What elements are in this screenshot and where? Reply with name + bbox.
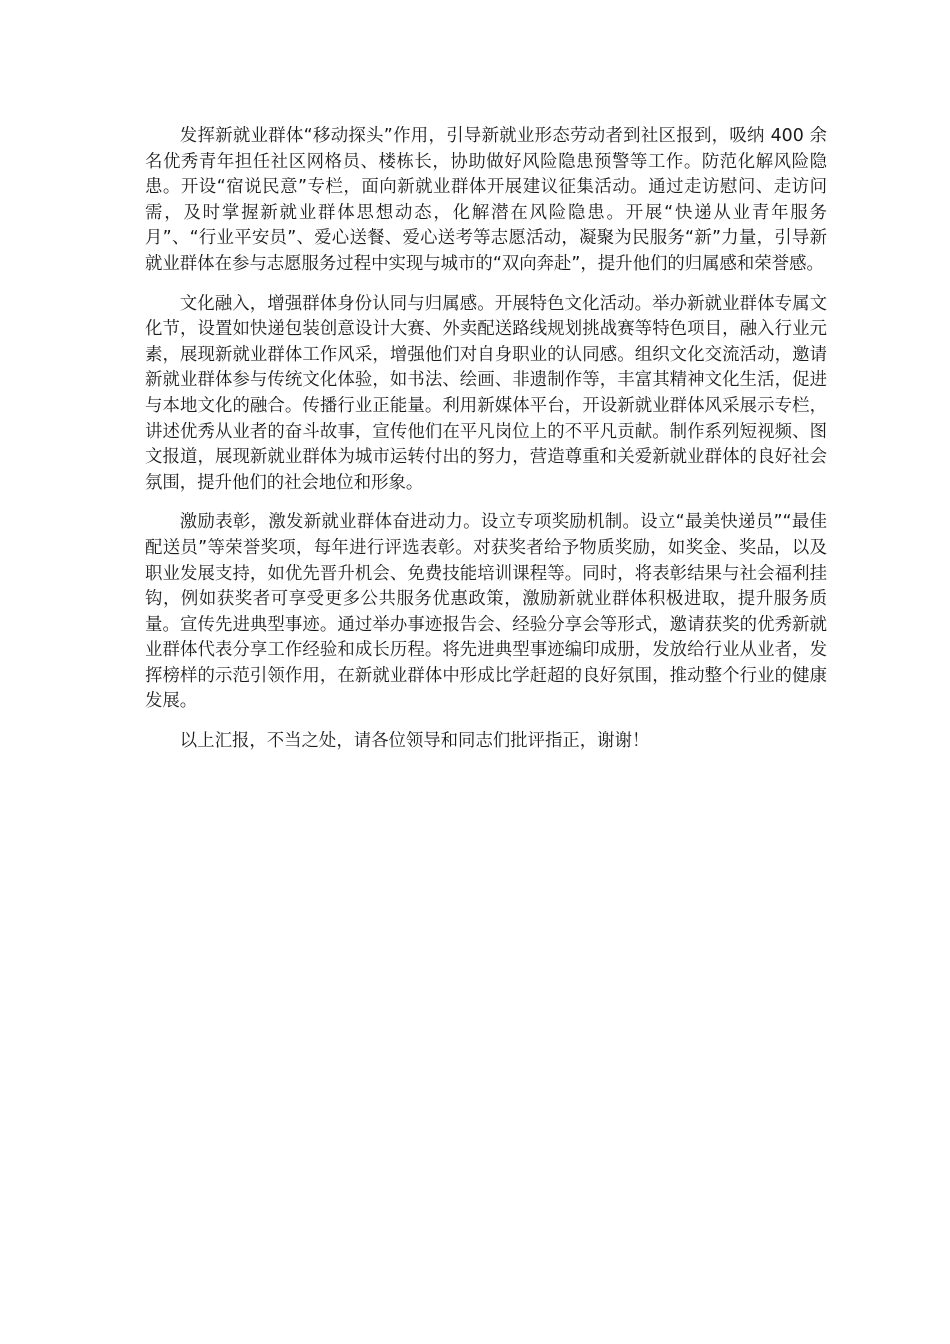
paragraph-incentive-commendation: 激励表彰，激发新就业群体奋进动力。设立专项奖励机制。设立“最美快递员”“最佳配送员”等荣誉奖项，每年进行评选表彰。对获奖者给予物质奖励，如奖金、奖品，以及职业发展支持，如优先晋升机会、免费技能培训课程等。同时，将表彰结果与社会福利挂钩，例如获奖者可享受更多公共服务优惠政策，激励新就业群体积极进取，提升服务质量。宣传先进典型事迹。通过举办事迹报告会、经验分享会等形式，邀请获奖的优秀新就业群体代表分享工作经验和成长历程。将先进典型事迹编印成册，发放给行业从业者，发挥榜样的示范引领作用，在新就业群体中形成比学赶超的良好氛围，推动整个行业的健康发展。 [145,512,827,712]
paragraph-cultural-integration: 文化融入，增强群体身份认同与归属感。开展特色文化活动。举办新就业群体专属文化节，设置如快递包装创意设计大赛、外卖配送路线规划挑战赛等特色项目，融入行业元素，展现新就业群体工作风采，增强他们对自身职业的认同感。组织文化交流活动，邀请新就业群体参与传统文化体验，如书法、绘画、非遗制作等，丰富其精神文化生活，促进与本地文化的融合。传播行业正能量。利用新媒体平台，开设新就业群体风采展示专栏，讲述优秀从业者的奋斗故事，宣传他们在平凡岗位上的不平凡贡献。制作系列短视频、图文报道，展现新就业群体为城市运转付出的努力，营造尊重和关爱新就业群体的良好社会氛围，提升他们的社会地位和形象。 [145,293,827,493]
paragraph-volunteer-service: 发挥新就业群体“移动探头”作用，引导新就业形态劳动者到社区报到，吸纳 400 余名优秀青年担任社区网格员、楼栋长，协助做好风险隐患预警等工作。防范化解风险隐患。开设“宿说民意”专栏，面向新就业群体开展建议征集活动。通过走访慰问、走访问需，及时掌握新就业群体思想动态，化解潜在风险隐患。开展“快递从业青年服务月”、“行业平安员”、爱心送餐、爱心送考等志愿活动，凝聚为民服务“新”力量，引导新就业群体在参与志愿服务过程中实现与城市的“双向奔赴”，提升他们的归属感和荣誉感。 [145,126,827,274]
paragraph-closing-remarks: 以上汇报，不当之处，请各位领导和同志们批评指正，谢谢！ [179,731,650,752]
document-body [145,124,827,769]
